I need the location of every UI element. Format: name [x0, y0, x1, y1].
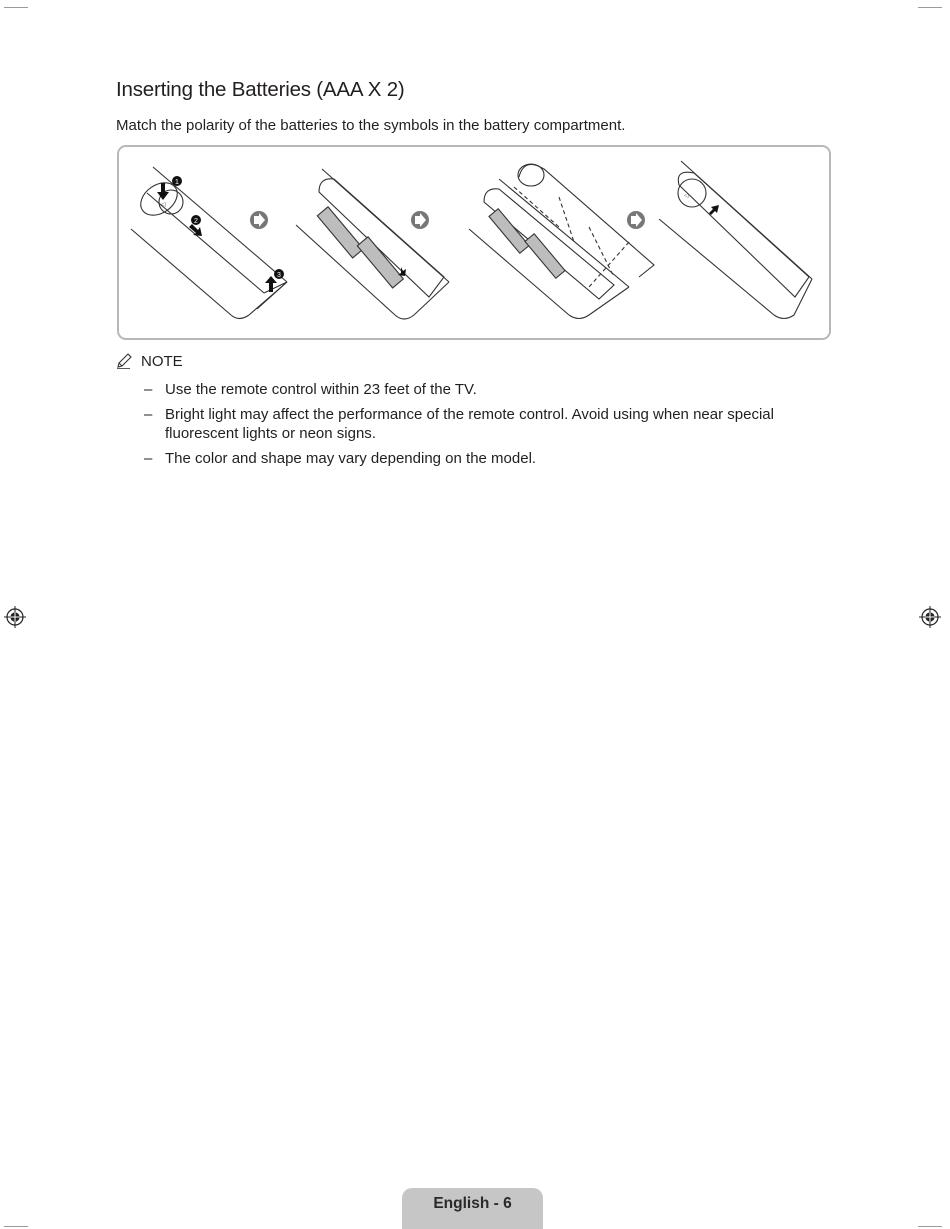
- svg-text:◁: ◁: [161, 202, 166, 208]
- next-step-arrow-icon: [627, 211, 645, 229]
- svg-text:◁: ◁: [684, 193, 689, 199]
- note-heading: [116, 352, 183, 370]
- list-item: [144, 449, 804, 468]
- crop-mark-top-right: [918, 7, 942, 8]
- list-item: [144, 405, 804, 443]
- battery-illustration-panel: [117, 145, 831, 340]
- next-step-arrow-icon: [250, 211, 268, 229]
- remote-cover-close-icon: [469, 164, 654, 319]
- registration-mark-icon: [4, 606, 26, 628]
- list-dash: –: [144, 450, 153, 467]
- crop-mark-top-left: [4, 7, 28, 8]
- section-intro: Match the polarity of the batteries to the symbols in the battery compartment.: [116, 117, 626, 134]
- svg-text:1: 1: [175, 179, 179, 186]
- list-dash: –: [144, 381, 153, 398]
- remote-battery-compartment-icon: [296, 169, 449, 319]
- page-number-tab: [402, 1188, 543, 1229]
- pencil-icon: [116, 352, 134, 370]
- list-item-text: Bright light may affect the performance of the remote control. Avoid using when near special fluorescent lights or neon signs.: [165, 406, 774, 442]
- list-item-text: Use the remote control within 23 feet of the TV.: [165, 381, 477, 398]
- svg-text:3: 3: [277, 272, 281, 279]
- crop-mark-bottom-right: [918, 1226, 942, 1227]
- note-label: NOTE: [141, 352, 183, 370]
- next-step-arrow-icon: [411, 211, 429, 229]
- note-list: [144, 380, 804, 474]
- svg-text:2: 2: [194, 218, 198, 225]
- section-title: Inserting the Batteries (AAA X 2): [116, 78, 405, 101]
- crop-mark-bottom-left: [4, 1226, 28, 1227]
- remote-closed-icon: [659, 161, 812, 319]
- page-number-label: English - 6: [433, 1195, 512, 1212]
- list-item: [144, 380, 804, 399]
- battery-steps-illustration: [119, 147, 829, 338]
- remote-cover-open-icon: [131, 167, 287, 319]
- list-dash: –: [144, 406, 153, 423]
- list-item-text: The color and shape may vary depending on the model.: [165, 450, 537, 467]
- registration-mark-icon: [919, 606, 941, 628]
